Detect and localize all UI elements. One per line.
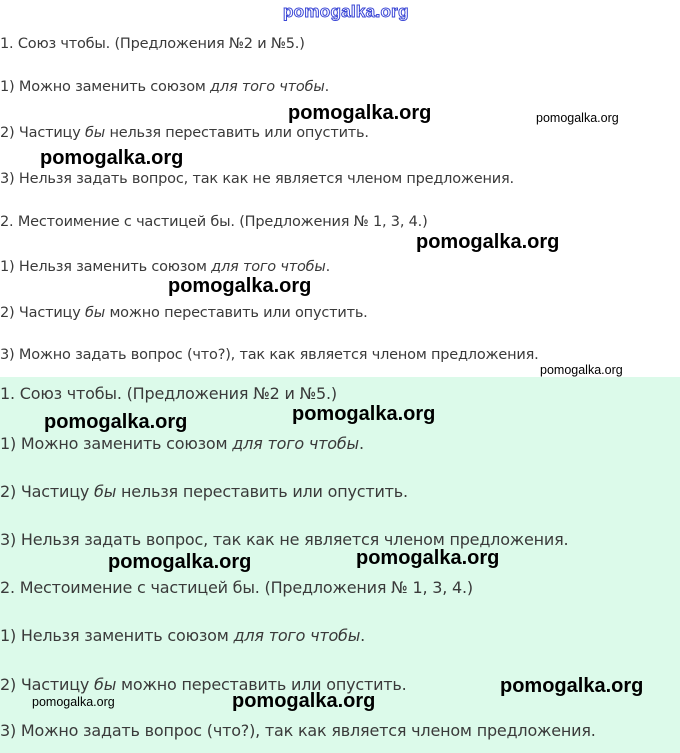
watermark: pomogalka.org: [292, 403, 436, 425]
watermark: pomogalka.org: [536, 111, 619, 125]
watermark: pomogalka.org: [108, 551, 252, 573]
watermark-top: pomogalka.org: [283, 2, 409, 21]
top-line-4: 3) Нельзя задать вопрос, так как не является членом предложения.: [0, 171, 514, 187]
top-line-1: 1. Союз чтобы. (Предложения №2 и №5.): [0, 36, 305, 52]
watermark: pomogalka.org: [416, 231, 560, 253]
watermark: pomogalka.org: [500, 675, 644, 697]
watermark: pomogalka.org: [288, 102, 432, 124]
watermark: pomogalka.org: [168, 275, 312, 297]
watermark: pomogalka.org: [32, 695, 115, 709]
bottom-line-2: 1) Можно заменить союзом для того чтобы.: [0, 434, 364, 453]
bottom-line-5: 2. Местоимение с частицей бы. (Предложения № 1, 3, 4.): [0, 578, 473, 597]
watermark: pomogalka.org: [540, 363, 623, 377]
top-line-8: 3) Можно задать вопрос (что?), так как является членом предложения.: [0, 347, 539, 363]
watermark: pomogalka.org: [44, 411, 188, 433]
top-line-5: 2. Местоимение с частицей бы. (Предложения № 1, 3, 4.): [0, 214, 428, 230]
watermark: pomogalka.org: [356, 547, 500, 569]
bottom-line-3: 2) Частицу бы нельзя переставить или опустить.: [0, 482, 408, 501]
top-line-3: 2) Частицу бы нельзя переставить или опустить.: [0, 125, 369, 141]
bottom-line-4: 3) Нельзя задать вопрос, так как не является членом предложения.: [0, 530, 569, 549]
bottom-line-6: 1) Нельзя заменить союзом для того чтобы.: [0, 626, 366, 645]
watermark: pomogalka.org: [40, 147, 184, 169]
bottom-line-8: 3) Можно задать вопрос (что?), так как является членом предложения.: [0, 721, 596, 740]
top-line-2: 1) Можно заменить союзом для того чтобы.: [0, 79, 329, 95]
top-line-6: 1) Нельзя заменить союзом для того чтобы.: [0, 259, 331, 275]
bottom-line-7: 2) Частицу бы можно переставить или опустить.: [0, 675, 407, 694]
bottom-line-1: 1. Союз чтобы. (Предложения №2 и №5.): [0, 384, 337, 403]
top-line-7: 2) Частицу бы можно переставить или опустить.: [0, 305, 368, 321]
watermark: pomogalka.org: [232, 690, 376, 712]
